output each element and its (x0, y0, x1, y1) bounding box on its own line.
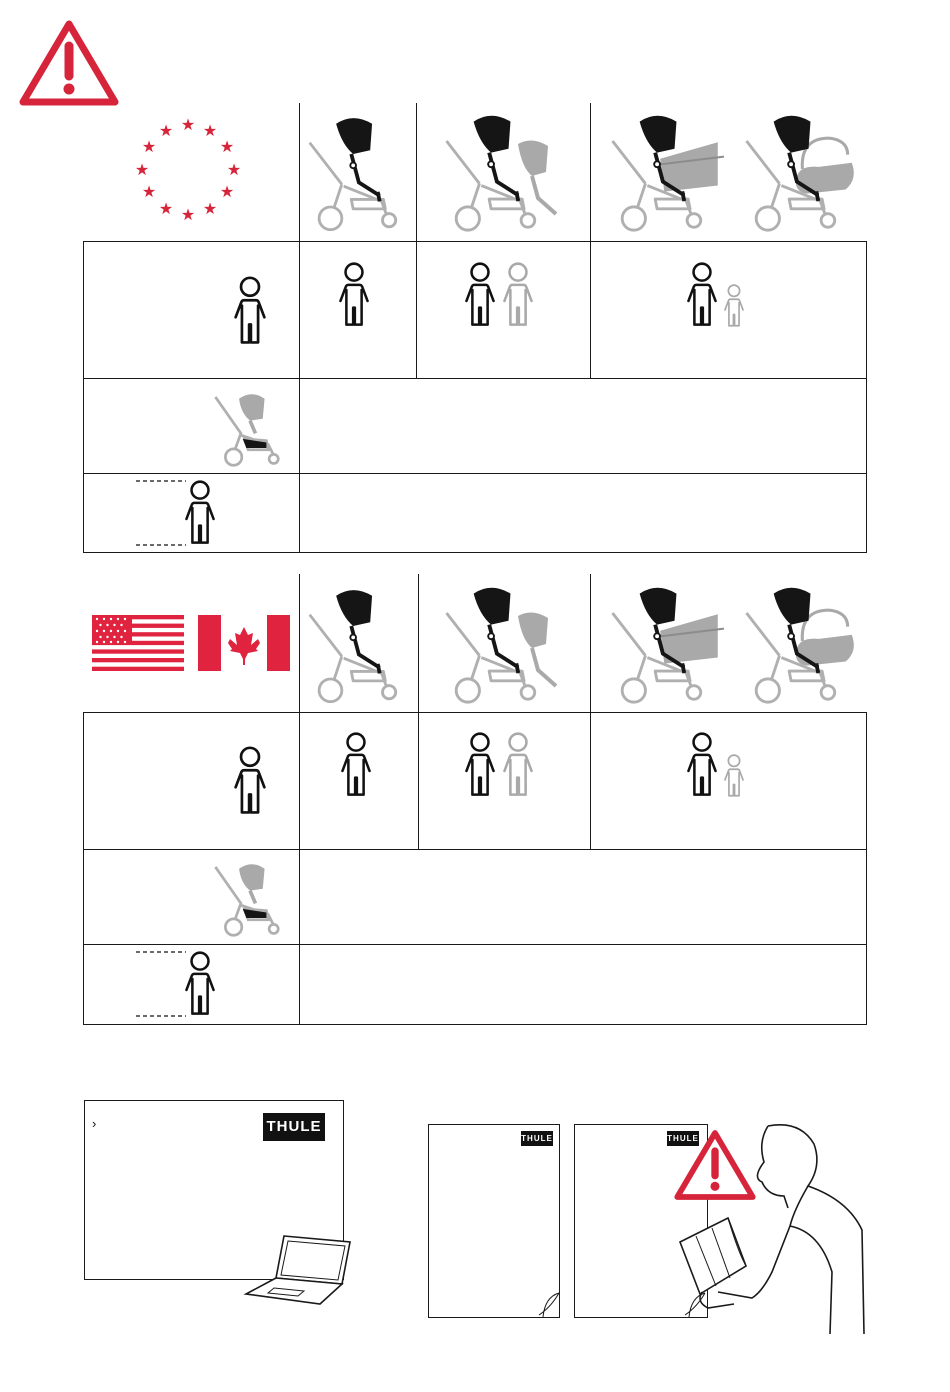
page-curl-icon (537, 1293, 559, 1317)
child-height-icon (136, 478, 222, 548)
child-icon (462, 732, 498, 798)
manual-page-1 (428, 1124, 560, 1318)
svg-text:★: ★ (180, 205, 196, 224)
child-weight-icon (232, 746, 268, 816)
svg-text:★: ★ (226, 160, 242, 179)
child-icon (684, 262, 720, 328)
basket-load-icon (212, 856, 288, 938)
double-seat-config-icon (440, 108, 564, 234)
laptop-icon (244, 1232, 354, 1306)
svg-text:★: ★ (180, 115, 196, 134)
thule-logo: THULE (521, 1131, 553, 1146)
svg-text:★: ★ (219, 137, 235, 156)
eu-stars-icon (132, 116, 244, 228)
canada-flag-icon (198, 615, 290, 671)
svg-text:★: ★ (141, 137, 157, 156)
second-child-icon (500, 732, 536, 798)
svg-text:★: ★ (202, 121, 218, 140)
svg-text:★: ★ (202, 199, 218, 218)
thule-logo: THULE (667, 1131, 699, 1146)
svg-text:★: ★ (134, 160, 150, 179)
svg-text:★: ★ (219, 182, 235, 201)
infant-icon (722, 754, 746, 798)
child-icon (338, 732, 374, 798)
person-reading-manual-icon (672, 1122, 872, 1336)
double-seat-config-icon (440, 580, 564, 706)
seat-carseat-config-icon (740, 108, 864, 234)
website-link-arrow[interactable]: › (92, 1116, 97, 1131)
second-child-icon (500, 262, 536, 328)
basket-load-icon (212, 386, 288, 468)
child-height-icon (136, 949, 222, 1019)
svg-text:★: ★ (158, 121, 174, 140)
child-weight-icon (232, 276, 268, 346)
svg-text:★: ★ (158, 199, 174, 218)
single-seat-config-icon (304, 582, 408, 706)
svg-text:★: ★ (141, 182, 157, 201)
child-icon (684, 732, 720, 798)
thule-logo: THULE (263, 1113, 325, 1141)
single-seat-config-icon (304, 110, 408, 234)
child-icon (336, 262, 372, 328)
seat-bassinet-config-icon (606, 580, 730, 706)
child-icon (462, 262, 498, 328)
us-flag-icon (92, 615, 184, 671)
seat-bassinet-config-icon (606, 108, 730, 234)
seat-carseat-config-icon (740, 580, 864, 706)
infant-icon (722, 284, 746, 328)
warning-icon (18, 18, 120, 108)
